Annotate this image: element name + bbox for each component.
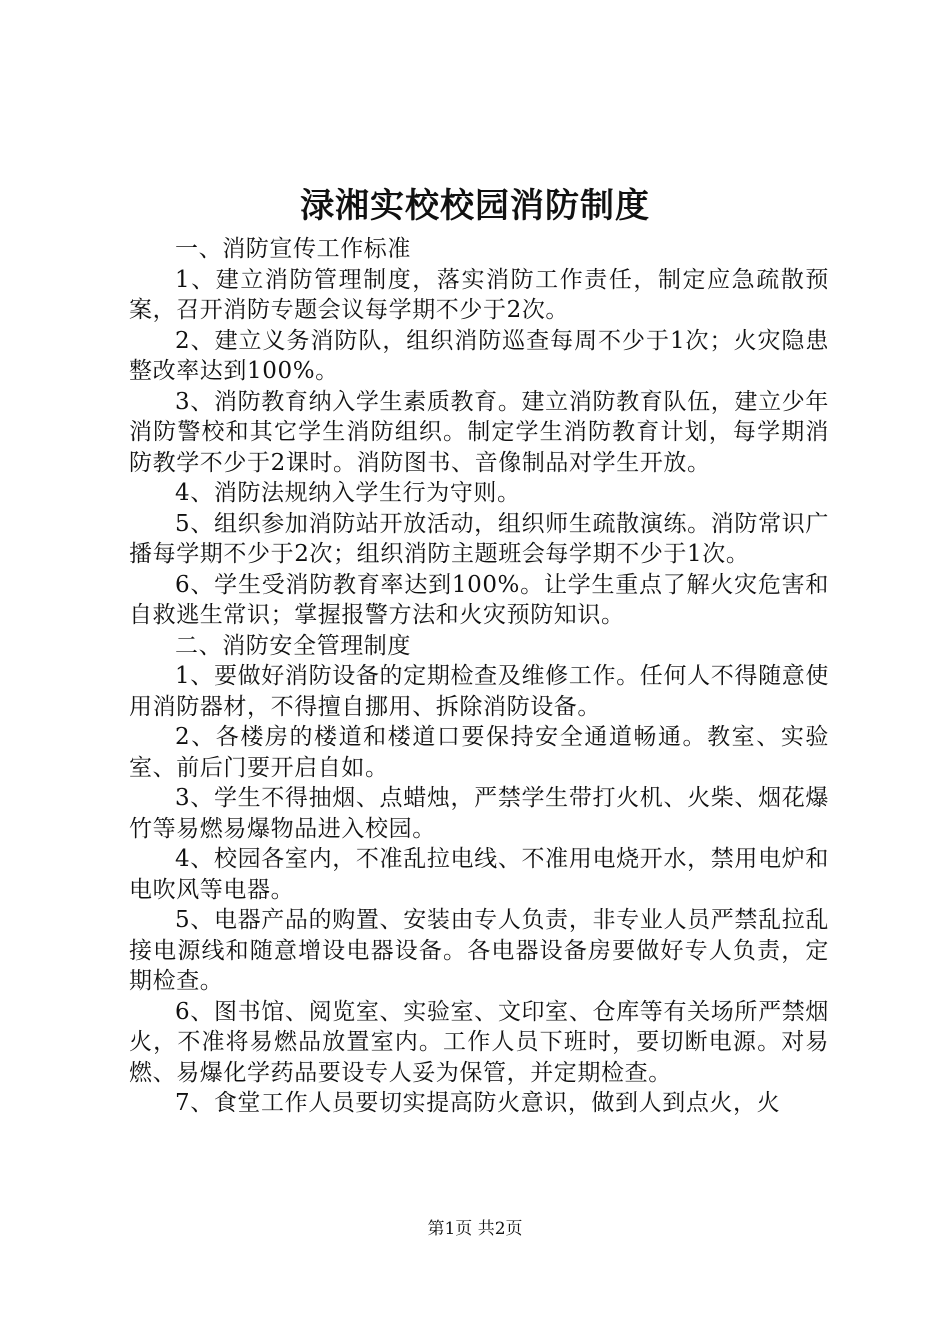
paragraph: 4、校园各室内，不准乱拉电线、不准用电烧开水，禁用电炉和电吹风等电器。 (129, 846, 829, 903)
paragraph: 1、要做好消防设备的定期检查及维修工作。任何人不得随意使用消防器材，不得擅自挪用、拆除消防设备。 (129, 663, 829, 720)
paragraph: 3、消防教育纳入学生素质教育。建立消防教育队伍，建立少年消防警校和其它学生消防组织。制定学生消防教育计划，每学期消防教学不少于2课时。消防图书、音像制品对学生开放。 (129, 388, 829, 476)
section-heading: 二、消防安全管理制度 (175, 632, 411, 659)
section-heading: 一、消防宣传工作标准 (175, 236, 411, 262)
paragraph: 7、食堂工作人员要切实提高防火意识，做到人到点火，火 (175, 1090, 781, 1116)
paragraph: 2、建立义务消防队，组织消防巡查每周不少于1次；火灾隐患整改率达到100%。 (129, 327, 829, 384)
paragraph: 4、消防法规纳入学生行为守则。 (175, 480, 521, 506)
paragraph: 6、图书馆、阅览室、实验室、文印室、仓库等有关场所严禁烟火，不准将易燃品放置室内。工作人员下班时，要切断电源。对易燃、易爆化学药品要设专人妥为保管，并定期检查。 (129, 998, 829, 1086)
paragraph: 2、各楼房的楼道和楼道口要保持安全通道畅通。教室、实验室、前后门要开启自如。 (129, 724, 829, 781)
page-footer: 第1页 共2页 (427, 1219, 523, 1239)
paragraph: 5、电器产品的购置、安装由专人负责，非专业人员严禁乱拉乱接电源线和随意增设电器设备。各电器设备房要做好专人负责，定期检查。 (129, 907, 829, 994)
paragraph: 3、学生不得抽烟、点蜡烛，严禁学生带打火机、火柴、烟花爆竹等易燃易爆物品进入校园。 (129, 785, 829, 842)
document-body (129, 234, 829, 1119)
paragraph: 1、建立消防管理制度，落实消防工作责任，制定应急疏散预案，召开消防专题会议每学期不少于2次。 (129, 266, 829, 323)
document-title: 渌湘实校校园消防制度 (300, 186, 650, 226)
paragraph: 5、组织参加消防站开放活动，组织师生疏散演练。消防常识广播每学期不少于2次；组织消防主题班会每学期不少于1次。 (129, 510, 829, 567)
paragraph: 6、学生受消防教育率达到100%。让学生重点了解火灾危害和自救逃生常识；掌握报警方法和火灾预防知识。 (129, 571, 829, 628)
